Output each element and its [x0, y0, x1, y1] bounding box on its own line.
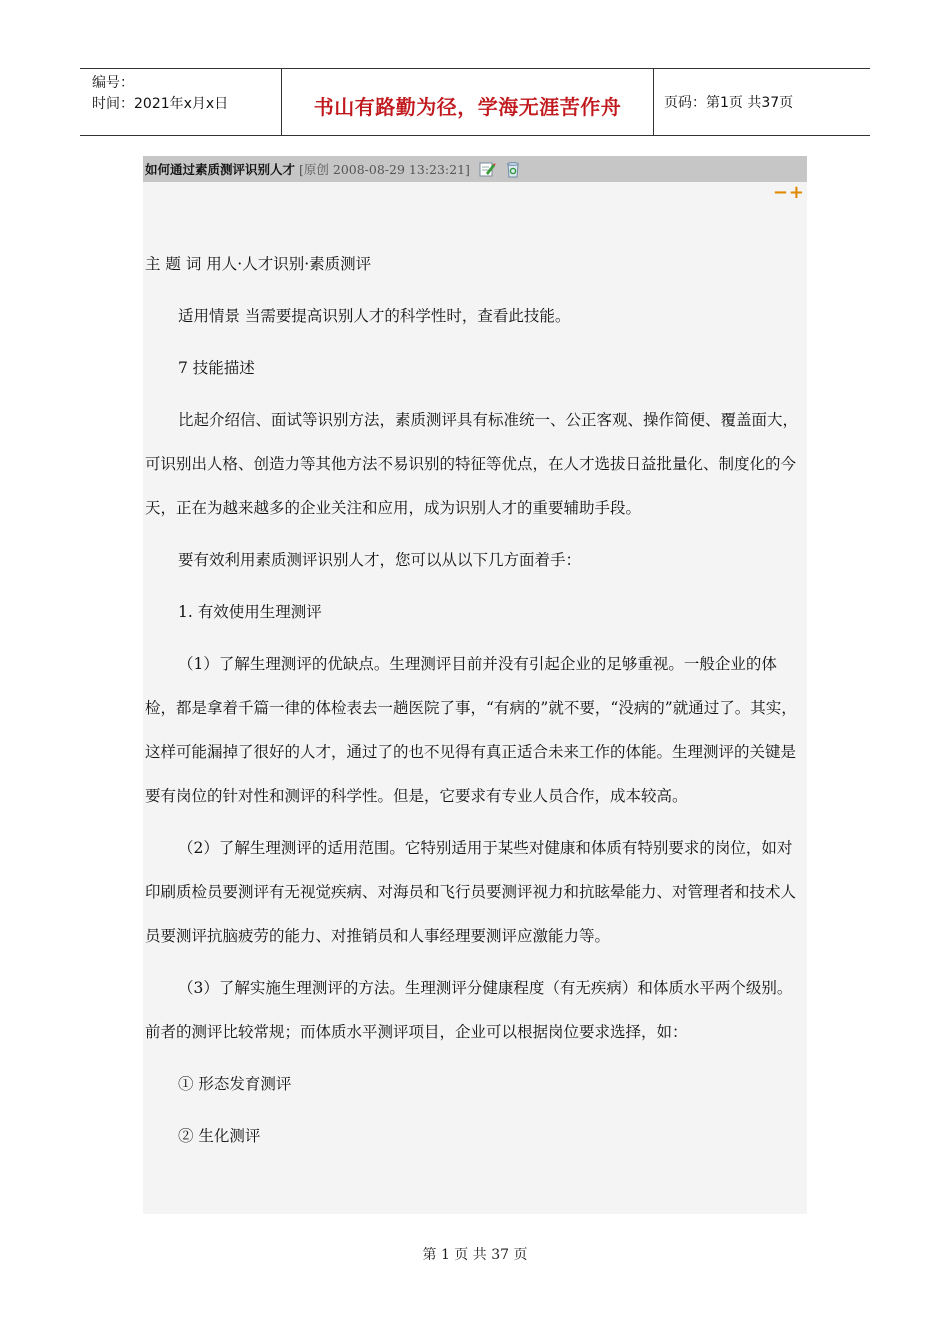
paragraph: 要有效利用素质测评识别人才，您可以从以下几方面着手： [178, 551, 582, 569]
paragraph: 适用情景 当需要提高识别人才的科学性时，查看此技能。 [178, 307, 571, 325]
paragraph: （1）了解生理测评的优缺点。生理测评目前并没有引起企业的足够重视。一般企业的体检，都是拿着千篇一律的体检表去一趟医院了事，“有病的”就不要，“没病的”就通过了。其实，这样可能漏掉了很好的人才，通过了的也不见得有真正适合未来工作的体能。生理测评的关键是要有岗位的针对性和测评的科学性。但是，它要求有专业人员合作，成本较高。 [145, 655, 797, 805]
article-frame [143, 156, 807, 1214]
paragraph: 比起介绍信、面试等识别方法，素质测评具有标准统一、公正客观、操作简便、覆盖面大，可识别出人格、创造力等其他方法不易识别的特征等优点，在人才选拔日益批量化、制度化的今天，正在为越来越多的企业关注和应用，成为识别人才的重要辅助手段。 [145, 411, 799, 517]
article-meta: [原创 2008-08-29 13:23:21] [299, 162, 470, 177]
keywords-line: 主 题 词 用人·人才识别·素质测评 [145, 255, 372, 273]
time-label: 时间：2021年x月x日 [92, 96, 229, 112]
article-title-bar [143, 156, 807, 182]
number-label: 编号： [92, 75, 134, 91]
paragraph: （3）了解实施生理测评的方法。生理测评分健康程度（有无疾病）和体质水平两个级别。前者的测评比较常规；而体质水平测评项目，企业可以根据岗位要求选择，如： [145, 979, 793, 1041]
recycle-bin-icon[interactable] [504, 160, 522, 178]
header-page-info: 页码：第1页 共37页 [664, 95, 794, 111]
section-heading: 7 技能描述 [178, 359, 255, 377]
page-footer: 第 1 页 共 37 页 [422, 1247, 528, 1263]
section-heading: 1. 有效使用生理测评 [178, 603, 322, 621]
article-title: 如何通过素质测评识别人才 [145, 162, 296, 177]
list-item: ① 形态发育测评 [178, 1075, 292, 1093]
edit-icon[interactable] [478, 160, 496, 178]
paragraph: （2）了解生理测评的适用范围。它特别适用于某些对健康和体质有特别要求的岗位，如对印刷质检员要测评有无视觉疾病、对海员和飞行员要测评视力和抗眩晕能力、对管理者和技术人员要测评抗脑疲劳的能力、对推销员和人事经理要测评应激能力等。 [145, 839, 797, 945]
header-info-cell [80, 69, 282, 135]
collapse-expand-controls[interactable]: −+ [772, 182, 805, 203]
article-body [145, 242, 805, 1158]
header-slogan: 书山有路勤为径，学海无涯苦作舟 [282, 69, 654, 135]
page-header [80, 68, 870, 136]
list-item: ② 生化测评 [178, 1127, 261, 1145]
